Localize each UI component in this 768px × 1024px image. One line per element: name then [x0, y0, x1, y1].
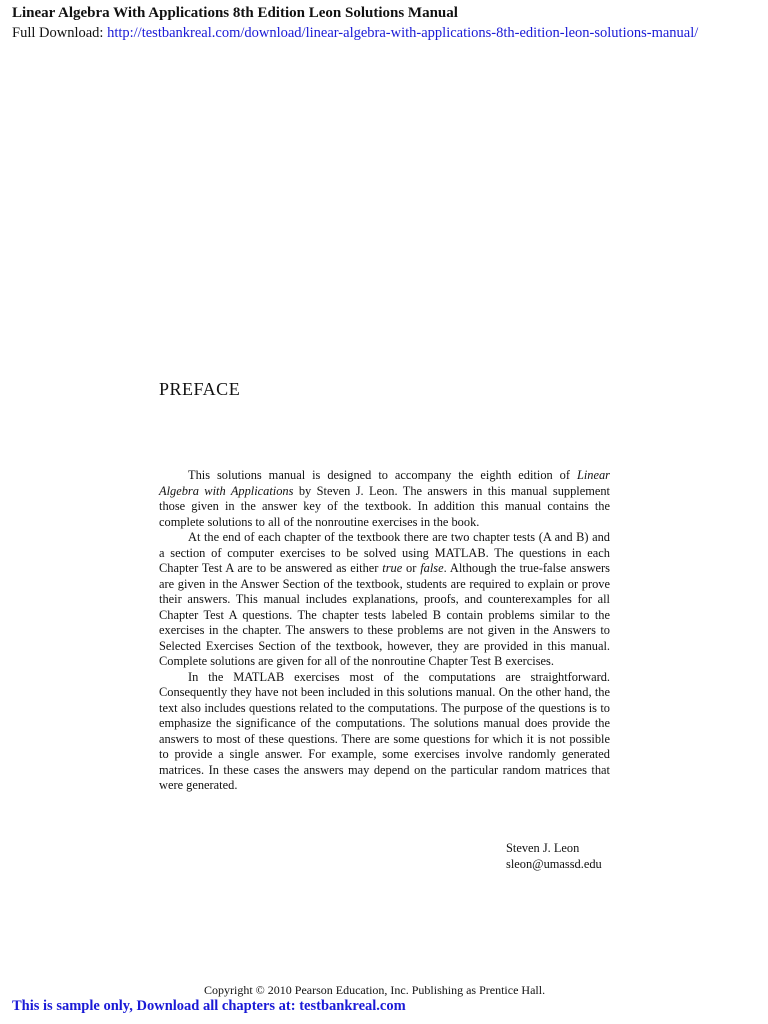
paragraph-text: . Although the true-false answers are given in the Answer Section of the textbook, students are required to explain or prove their answers. This manual includes explanations, proofs, and counterexamples for all Chapter Test A questions. The chapter tests labeled B contain problems similar to the exercises in the chapter. The answers to these problems are not given in the Answers to Selected Exercises Section of the textbook, however, they are provided in this manual. Complete solutions are given for all of the nonroutine Chapter Test B exercises.: [159, 561, 610, 668]
author-name: Steven J. Leon: [506, 841, 580, 855]
italic-false: false: [420, 561, 444, 575]
paragraph-chapter-tests: [159, 530, 610, 670]
paragraph-text: by Steven J. Leon. The answers in this manual supplement those given in the answer key of the textbook. In addition this manual contains the complete solutions to all of the nonroutine exercises in the book.: [159, 483, 610, 529]
download-link[interactable]: http://testbankreal.com/download/linear-algebra-with-applications-8th-edition-leon-solutions-manual/: [107, 25, 699, 41]
paragraph-text: At the end of each chapter of the textbook there are two chapter tests (A and B) and a section of computer exercises to be solved using MATLAB. The questions in each Chapter Test A are to be answered as either: [159, 530, 610, 575]
full-download-label: Full Download:: [12, 25, 108, 41]
paragraph-text: or: [402, 561, 421, 575]
author-email: sleon@umassd.edu: [506, 856, 602, 871]
copyright-line: Copyright © 2010 Pearson Education, Inc. Publishing as Prentice Hall.: [204, 983, 546, 997]
paragraph-intro: [159, 468, 610, 530]
sample-download-note[interactable]: [12, 997, 406, 1015]
italic-true: true: [382, 561, 403, 575]
book-title-italic: Linear Algebra with Applications: [159, 468, 610, 498]
signature-block: [506, 841, 602, 872]
preface-heading: PREFACE: [159, 379, 241, 399]
paragraph-text: This solutions manual is designed to accompany the eighth edition of: [188, 468, 577, 482]
sample-download-link[interactable]: This is sample only, Download all chapters at: testbankreal.com: [12, 998, 406, 1014]
document-title: Linear Algebra With Applications 8th Edition Leon Solutions Manual: [12, 5, 458, 21]
preface-body: [159, 468, 610, 794]
full-download-line: [12, 24, 698, 42]
paragraph-matlab: In the MATLAB exercises most of the computations are straightforward. Consequently they have not been included in this solutions manual. On the other hand, the text also includes questions related to the computations. The purpose of the questions is to emphasize the significance of the computations. The solutions manual does provide the answers to most of these questions. There are some questions for which it is not possible to provide a single answer. For example, some exercises involve randomly generated matrices. In these cases the answers may depend on the particular random matrices that were generated.: [159, 669, 610, 792]
